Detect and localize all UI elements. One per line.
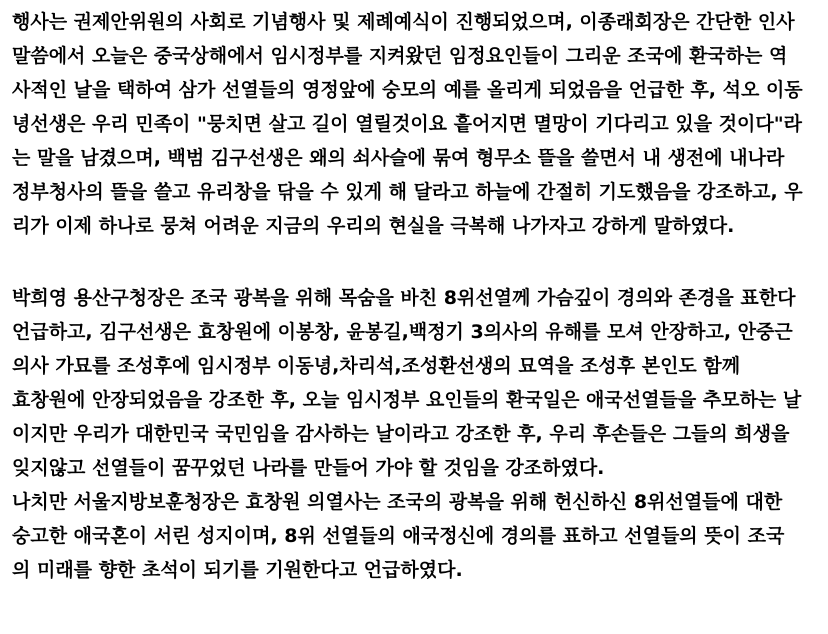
text-line: 녕선생은 우리 민족이 "뭉치면 살고 길이 열릴것이요 흩어지면 멸망이 기다리고 있을 것이다"라: [12, 113, 803, 135]
text-line: 의 미래를 향한 초석이 되기를 기원한다고 언급하였다.: [12, 559, 463, 581]
text-line: 말씀에서 오늘은 중국상해에서 임시정부를 지켜왔던 임정요인들이 그리운 조국에 환국하는 역: [12, 45, 788, 67]
text-line: 박희영 용산구청장은 조국 광복을 위해 목숨을 바친 8위선열께 가슴깊이 경의와 존경을 표한다: [12, 287, 796, 309]
text-line: 행사는 권제안위원의 사회로 기념행사 및 제례예식이 진행되었으며, 이종래회장은 간단한 인사: [12, 11, 795, 33]
text-line: 사적인 날을 택하여 삼가 선열들의 영정앞에 숭모의 예를 올리게 되었음을 언급한 후, 석오 이동: [12, 79, 803, 101]
text-line: 나치만 서울지방보훈청장은 효창원 의열사는 조국의 광복을 위해 헌신하신 8위선열들에 대한: [12, 491, 783, 513]
text-line: 효창원에 안장되었음을 강조한 후, 오늘 임시정부 요인들의 환국일은 애국선열들을 추모하는 날: [12, 389, 802, 411]
text-line: 이지만 우리가 대한민국 국민임을 감사하는 날이라고 강조한 후, 우리 후손들은 그들의 희생을: [12, 423, 790, 445]
text-line: 언급하고, 김구선생은 효창원에 이봉창, 윤봉길,백정기 3의사의 유해를 모셔 안장하고, 안중근: [12, 321, 793, 343]
text-line: 잊지않고 선열들이 꿈꾸었던 나라를 만들어 가야 할 것임을 강조하였다.: [12, 457, 605, 479]
text-line: 숭고한 애국혼이 서린 성지이며, 8위 선열들의 애국정신에 경의를 표하고 선열들의 뜻이 조국: [12, 525, 785, 547]
text-line: 리가 이제 하나로 뭉쳐 어려운 지금의 우리의 현실을 극복해 나가자고 강하게 말하였다.: [12, 215, 735, 237]
text-line: 정부청사의 뜰을 쓸고 유리창을 닦을 수 있게 해 달라고 하늘에 간절히 기도했음을 강조하고, 우: [12, 181, 803, 203]
text-line: 는 말을 남겼으며, 백범 김구선생은 왜의 쇠사슬에 묶여 형무소 뜰을 쓸면서 내 생전에 내나라: [12, 147, 785, 169]
text-line: 의사 가묘를 조성후에 임시정부 이동녕,차리석,조성환선생의 묘역을 조성후 본인도 함께: [12, 355, 741, 377]
